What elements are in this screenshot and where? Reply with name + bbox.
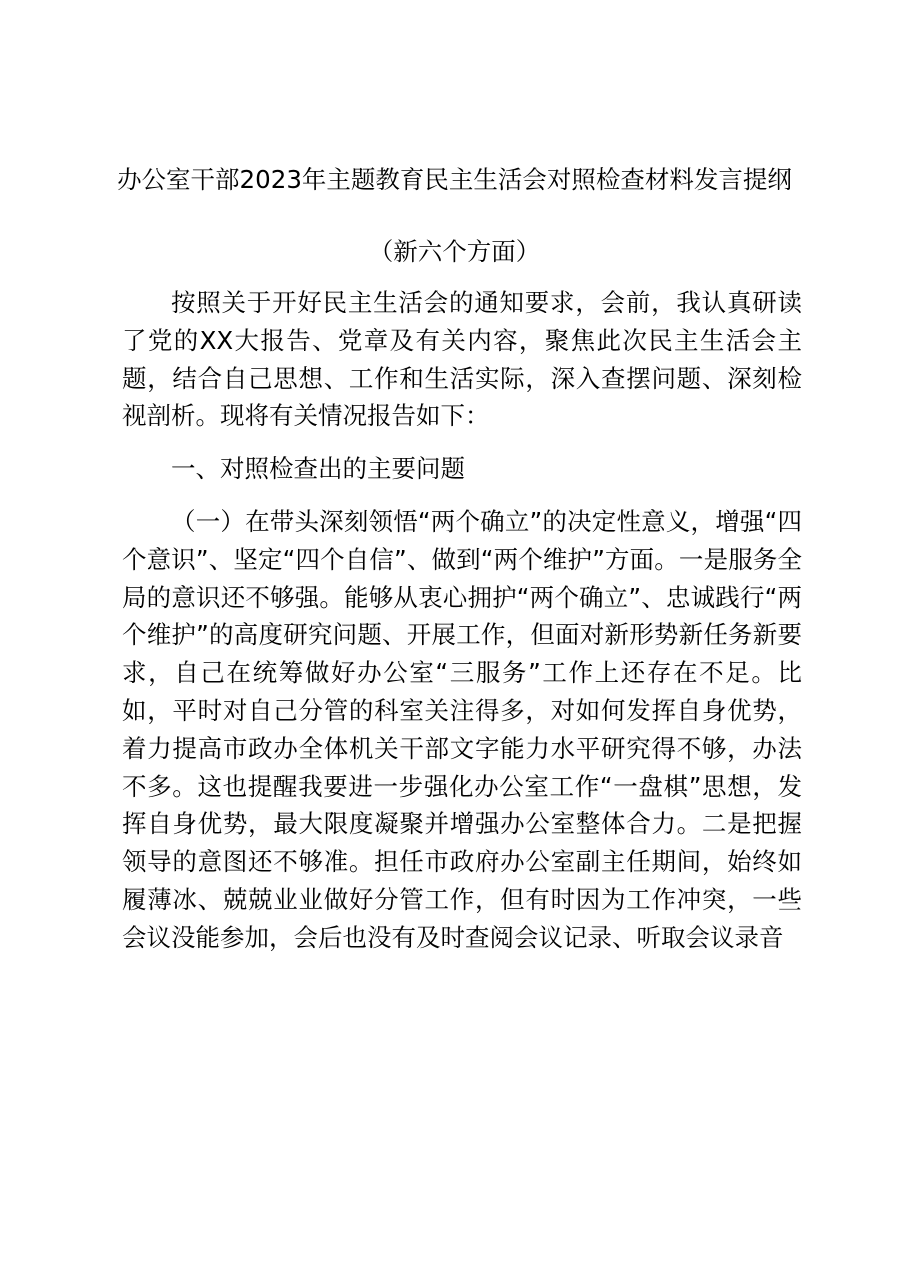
intro-paragraph: 按照关于开好民主生活会的通知要求，会前，我认真研读了党的XX大报告、党章及有关内容，聚焦此次民主生活会主题，结合自己思想、工作和生活实际，深入查摆问题、深刻检视剖析。现将有关情况报告如下： [122,288,802,431]
section-heading: 一、对照检查出的主要问题 [171,454,465,484]
subsection-paragraph: （一）在带头深刻领悟“两个确立”的决定性意义，增强“四个意识”、坚定“四个自信”、做到“两个维护”方面。一是服务全局的意识还不够强。能够从衷心拥护“两个确立”、忠诚践行“两个维护”的高度研究问题、开展工作，但面对新形势新任务新要求，自己在统筹做好办公室“三服务”工作上还存在不足。比如，平时对自己分管的科室关注得多，对如何发挥自身优势，着力提高市政办全体机关干部文字能力水平研究得不够，办法不多。这也提醒我要进一步强化办公室工作“一盘棋”思想，发挥自身优势，最大限度凝聚并增强办公室整体合力。二是把握领导的意图还不够准。担任市政府办公室副主任期间，始终如履薄冰、兢兢业业做好分管工作，但有时因为工作冲突，一些会议没能参加，会后也没有及时查阅会议记录、听取会议录音 [122,506,802,952]
document-subtitle: （新六个方面） [368,237,541,266]
document-body [122,284,802,957]
document-title: 办公室干部2023年主题教育民主生活会对照检查材料发言提纲 [117,165,792,194]
